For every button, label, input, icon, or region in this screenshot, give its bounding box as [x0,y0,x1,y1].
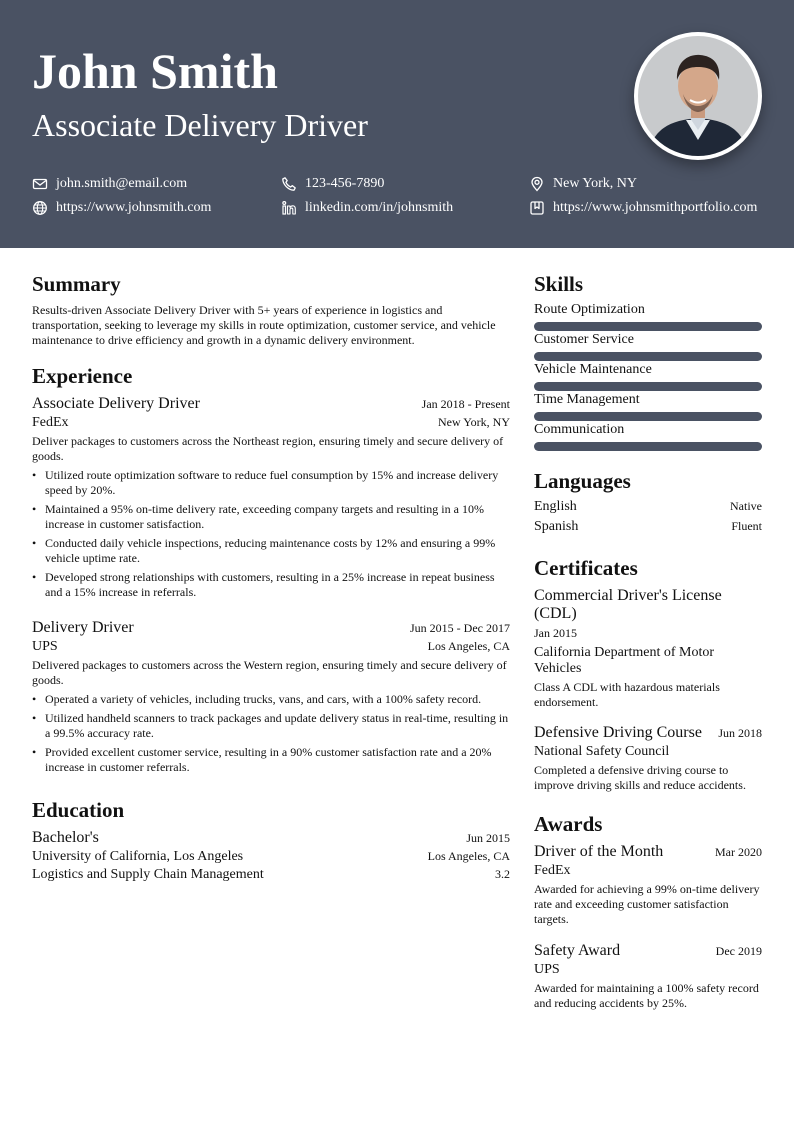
experience-role: Delivery Driver [32,619,134,636]
skill-item [534,332,762,362]
education-heading: Education [32,798,125,822]
award-date: Mar 2020 [715,845,762,859]
certificate-name: Commercial Driver's License (CDL) [534,587,722,622]
bullet-item: • Operated a variety of vehicles, including trucks, vans, and cars, with a 100% safety record. [45,692,510,707]
bullet-item: • Utilized handheld scanners to track packages and update delivery status in real-time, resulting in a 99.5% accuracy rate. [45,711,510,741]
experience-company: UPS [32,639,58,654]
education-degree: Bachelor's [32,829,99,846]
bullet-item: • Maintained a 95% on-time delivery rate, exceeding company targets and resulting in a 10% increase in customer satisfaction. [45,502,510,532]
certificate-date: Jan 2015 [534,626,577,640]
contact-phone[interactable] [281,176,384,192]
website-link[interactable]: https://www.johnsmith.com [56,200,212,215]
award-description: Awarded for achieving a 99% on-time delivery rate and exceeding customer satisfaction targets. [534,882,760,926]
language-level: Fluent [731,519,762,533]
resume-header [0,0,794,248]
award-item [534,843,762,927]
globe-icon [32,200,48,216]
skill-name: Customer Service [534,332,634,347]
bullet-item: • Conducted daily vehicle inspections, reducing maintenance costs by 12% and ensuring a 99% vehicle uptime rate. [45,536,510,566]
languages-heading: Languages [534,469,631,493]
certificate-item [534,587,762,710]
bullet-item: • Developed strong relationships with customers, resulting in a 25% increase in repeat business and a 15% increase in referrals. [45,570,510,600]
languages-list [534,499,762,539]
education-gpa: 3.2 [495,867,510,881]
certificate-item [534,724,762,793]
linkedin-link[interactable]: linkedin.com/in/johnsmith [305,200,454,215]
contact-portfolio[interactable] [529,200,757,216]
experience-item [32,395,510,604]
experience-date: Jan 2018 - Present [421,397,510,411]
skill-name: Vehicle Maintenance [534,362,652,377]
summary-heading: Summary [32,272,121,296]
location-text: New York, NY [553,176,638,191]
certificate-name: Defensive Driving Course [534,724,702,741]
experience-date: Jun 2015 - Dec 2017 [410,621,510,635]
award-description: Awarded for maintaining a 100% safety record and reducing accidents by 25%. [534,981,759,1010]
skills-heading: Skills [534,272,584,296]
candidate-name: John Smith [32,43,278,99]
contact-website[interactable] [32,200,211,216]
language-name: English [534,499,577,514]
education-location: Los Angeles, CA [427,849,510,863]
skill-item [534,362,762,392]
skill-item [534,392,762,422]
experience-bullets [32,468,510,600]
profile-photo-image [638,36,758,156]
experience-bullets [32,692,510,775]
language-item [534,499,762,519]
language-item [534,519,762,539]
experience-heading: Experience [32,364,133,388]
education-date: Jun 2015 [466,831,510,845]
education-field: Logistics and Supply Chain Management [32,867,264,882]
skill-name: Time Management [534,392,640,407]
certificates-heading: Certificates [534,556,638,580]
experience-description: Deliver packages to customers across the Northeast region, ensuring timely and secure delivery of goods. [32,434,504,463]
skill-bar [534,412,762,421]
language-level: Native [730,499,762,513]
bookmark-icon [529,200,545,216]
experience-description: Delivered packages to customers across the Western region, ensuring timely and secure delivery of goods. [32,658,507,687]
experience-location: Los Angeles, CA [427,639,510,653]
phone-icon [281,176,297,192]
linkedin-icon [281,200,297,216]
profile-photo [634,32,762,160]
contact-email[interactable] [32,176,187,192]
skill-item [534,422,762,452]
education-school: University of California, Los Angeles [32,849,244,864]
certificate-issuer: California Department of Motor Vehicles [534,645,715,676]
skills-list [534,302,762,452]
job-title: Associate Delivery Driver [32,107,368,143]
award-date: Dec 2019 [715,944,762,958]
bullet-item: • Provided excellent customer service, resulting in a 90% customer satisfaction rate and a 20% increase in customer referrals. [45,745,510,775]
certificate-issuer: National Safety Council [534,744,670,759]
email-text[interactable]: john.smith@email.com [56,176,188,191]
portfolio-link[interactable]: https://www.johnsmithportfolio.com [553,200,758,215]
skill-item [534,302,762,332]
experience-item [32,619,510,779]
envelope-icon [32,176,48,192]
award-issuer: FedEx [534,863,571,878]
experience-location: New York, NY [437,415,510,429]
map-pin-icon [529,176,545,192]
award-item [534,942,762,1011]
summary-text: Results-driven Associate Delivery Driver with 5+ years of experience in logistics and transportation, seeking to leverage my skills in route optimization, customer service, and vehicle maintenance to drive efficiency and growth in a dynamic delivery environment. [32,303,496,347]
experience-company: FedEx [32,415,69,430]
certificate-date: Jun 2018 [718,726,762,740]
awards-heading: Awards [534,812,603,836]
contact-location [529,176,637,192]
skill-bar [534,382,762,391]
skill-bar [534,442,762,451]
award-name: Safety Award [534,942,621,959]
award-name: Driver of the Month [534,843,664,860]
contact-linkedin[interactable] [281,200,453,216]
skill-bar [534,322,762,331]
award-issuer: UPS [534,962,560,977]
skill-name: Communication [534,422,625,437]
bullet-item: • Utilized route optimization software to reduce fuel consumption by 15% and increase delivery speed by 20%. [45,468,510,498]
certificate-description: Completed a defensive driving course to improve driving skills and reduce accidents. [534,763,746,792]
experience-role: Associate Delivery Driver [32,395,200,412]
language-name: Spanish [534,519,579,534]
phone-text[interactable]: 123-456-7890 [305,176,385,191]
certificate-description: Class A CDL with hazardous materials endorsement. [534,680,720,709]
skill-bar [534,352,762,361]
skill-name: Route Optimization [534,302,645,317]
education-item [32,829,510,883]
